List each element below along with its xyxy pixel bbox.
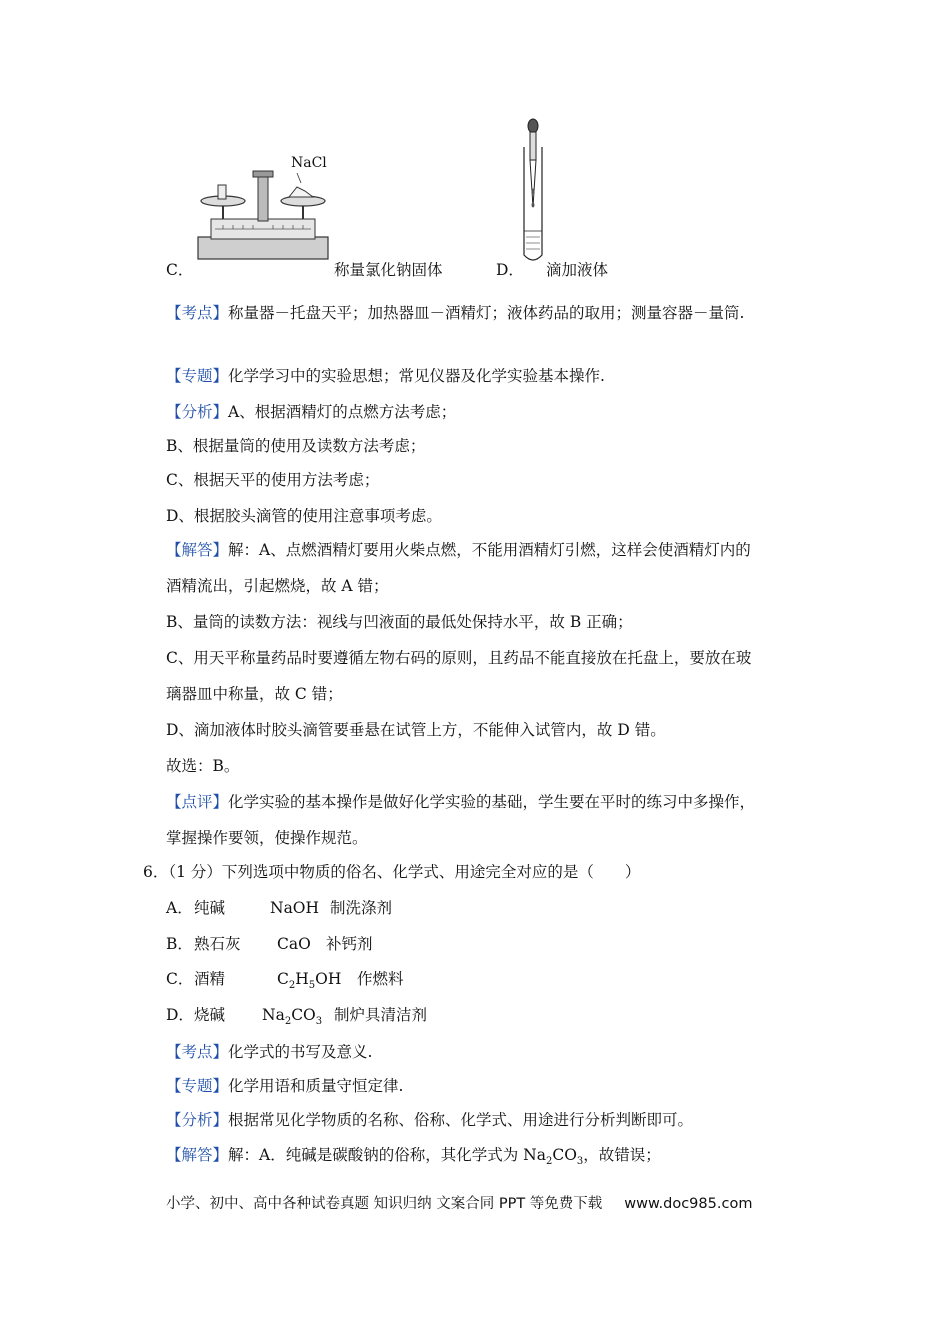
footer-url[interactable]: www.doc985.com xyxy=(624,1196,753,1212)
q5-kaodian: 【考点】称量器－托盘天平；加热器皿－酒精灯；液体药品的取用；测量容器－量筒. xyxy=(166,304,745,322)
option-d-desc: 滴加液体 xyxy=(546,261,609,279)
nacl-label: NaCl xyxy=(291,155,327,171)
q6-option-c-use: 作燃料 xyxy=(357,970,404,988)
q6-option-d-letter: D． xyxy=(166,1006,194,1024)
balance-figure xyxy=(193,155,333,265)
footer-text: 小学、初中、高中各种试卷真题 知识归纳 文案合同 PPT 等免费下载 xyxy=(166,1196,603,1212)
q6-stem: 6．（1 分）下列选项中物质的俗名、化学式、用途完全对应的是（ ） xyxy=(143,863,641,881)
q6-option-d-use: 制炉具清洁剂 xyxy=(334,1006,428,1024)
dropper-test-tube-icon xyxy=(518,117,548,265)
dropper-figure xyxy=(518,117,548,265)
q6-option-a-name: 纯碱 xyxy=(194,899,226,917)
q6-option-a-formula: NaOH xyxy=(270,899,320,917)
q6-option-d-name: 烧碱 xyxy=(194,1006,226,1024)
q5-jieda-c2: 璃器皿中称量，故 C 错； xyxy=(166,685,343,703)
q6-option-c-formula: $C_2H_5OH$ xyxy=(277,970,342,992)
q6-jieda: 【解答】解：A．纯碱是碳酸钠的俗称，其化学式为 $Na_2CO_3$，故错误； xyxy=(166,1146,661,1168)
q5-jieda-b: B、量筒的读数方法：视线与凹液面的最低处保持水平，故 B 正确； xyxy=(166,613,633,631)
q6-zhuanti: 【专题】化学用语和质量守恒定律. xyxy=(166,1077,404,1095)
q6-option-c-name: 酒精 xyxy=(194,970,226,988)
q6-option-c-letter: C． xyxy=(166,970,194,988)
q5-fenxi-d: D、根据胶头滴管的使用注意事项考虑。 xyxy=(166,507,442,525)
q6-option-b-use: 补钙剂 xyxy=(326,935,373,953)
q5-answer: 故选：B。 xyxy=(166,757,240,775)
option-c-letter: C． xyxy=(166,261,194,279)
q6-option-a-letter: A． xyxy=(166,899,193,917)
q6-fenxi: 【分析】根据常见化学物质的名称、俗称、化学式、用途进行分析判断即可。 xyxy=(166,1111,694,1129)
option-c-desc: 称量氯化钠固体 xyxy=(334,261,443,279)
q5-dianping-2: 掌握操作要领，使操作规范。 xyxy=(166,829,368,847)
q5-zhuanti: 【专题】化学学习中的实验思想；常见仪器及化学实验基本操作. xyxy=(166,367,605,385)
q5-dianping: 【点评】化学实验的基本操作是做好化学实验的基础，学生要在平时的练习中多操作， xyxy=(166,793,756,811)
q5-fenxi-c: C、根据天平的使用方法考虑； xyxy=(166,471,380,489)
q5-jieda-a2: 酒精流出，引起燃烧，故 A 错； xyxy=(166,577,389,595)
q6-option-d-formula: $Na_2CO_3$ xyxy=(262,1006,323,1028)
q6-option-b-formula: CaO xyxy=(277,935,311,953)
q5-jieda-c1: C、用天平称量药品时要遵循左物右码的原则，且药品不能直接放在托盘上，要放在玻 xyxy=(166,649,752,667)
balance-icon xyxy=(193,155,333,265)
page-footer xyxy=(166,1192,752,1213)
q5-jieda-d: D、滴加液体时胶头滴管要垂悬在试管上方，不能伸入试管内，故 D 错。 xyxy=(166,721,666,739)
q6-option-b-letter: B． xyxy=(166,935,193,953)
q5-fenxi-b: B、根据量筒的使用及读数方法考虑； xyxy=(166,437,426,455)
q5-jieda: 【解答】解：A、点燃酒精灯要用火柴点燃，不能用酒精灯引燃，这样会使酒精灯内的 xyxy=(166,541,751,559)
q6-option-b-name: 熟石灰 xyxy=(194,935,241,953)
q6-kaodian: 【考点】化学式的书写及意义. xyxy=(166,1043,373,1061)
q6-option-a-use: 制洗涤剂 xyxy=(330,899,393,917)
option-d-letter: D． xyxy=(496,261,524,279)
q5-fenxi: 【分析】A、根据酒精灯的点燃方法考虑； xyxy=(166,403,457,421)
